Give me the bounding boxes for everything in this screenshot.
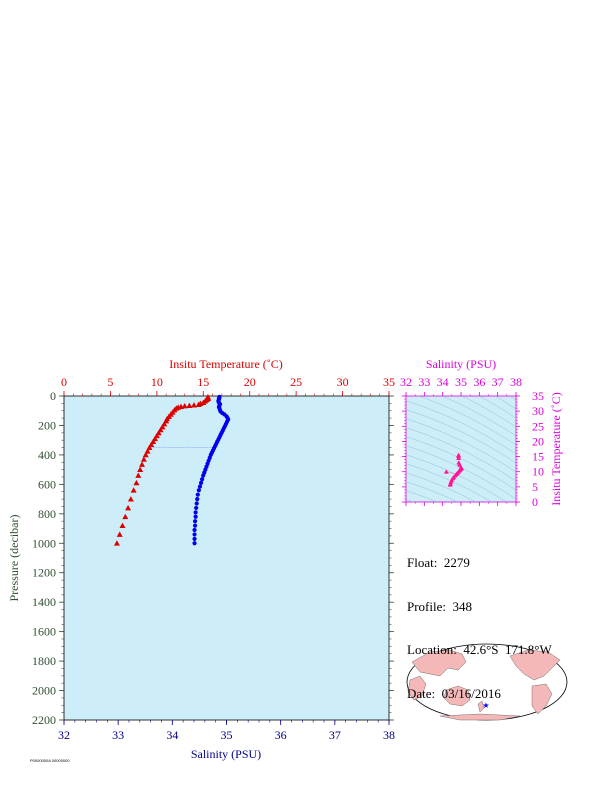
temperature-tick-label: 35 bbox=[383, 375, 395, 389]
salinity-tick-label: 36 bbox=[274, 728, 287, 742]
pressure-tick-label: 200 bbox=[38, 418, 56, 433]
salinity-tick-label: 35 bbox=[220, 728, 233, 742]
salinity-point bbox=[193, 524, 197, 528]
float-info bbox=[407, 527, 552, 716]
salinity-tick-label: 34 bbox=[166, 728, 179, 742]
pressure-tick-label: 0 bbox=[50, 389, 56, 403]
ts-salinity-tick-label: 38 bbox=[510, 375, 522, 389]
pressure-tick-label: 1400 bbox=[32, 595, 56, 610]
ts-salinity-axis-label: Salinity (PSU) bbox=[425, 357, 497, 371]
salinity-point bbox=[195, 501, 199, 505]
salinity-point bbox=[192, 528, 196, 532]
footer-tag: P0000000A 00000000 bbox=[30, 758, 70, 763]
pressure-tick-label: 1000 bbox=[32, 536, 56, 551]
salinity-point bbox=[197, 488, 201, 492]
salinity-point bbox=[196, 493, 200, 497]
salinity-point bbox=[201, 473, 205, 477]
main-plot-area bbox=[64, 396, 389, 720]
ts-salinity-tick-label: 33 bbox=[418, 375, 431, 389]
ts-temperature-tick-label: 30 bbox=[532, 404, 544, 419]
ts-salinity-tick-label: 37 bbox=[491, 375, 504, 389]
pressure-tick-label: 400 bbox=[38, 447, 56, 462]
salinity-point bbox=[199, 481, 203, 485]
profile-date: Date: 03/16/2016 bbox=[407, 685, 501, 701]
pressure-axis-label: Pressure (decibar) bbox=[7, 514, 21, 602]
temperature-tick-label: 25 bbox=[290, 375, 303, 389]
ts-plot-area bbox=[406, 396, 516, 502]
temperature-tick-label: 15 bbox=[197, 375, 210, 389]
ts-salinity-tick-label: 36 bbox=[473, 375, 486, 389]
ts-temperature-tick-label: 35 bbox=[532, 389, 544, 403]
salinity-tick-label: 33 bbox=[112, 728, 125, 742]
salinity-point bbox=[198, 484, 202, 488]
ts-salinity-tick-label: 32 bbox=[400, 375, 412, 389]
salinity-tick-label: 38 bbox=[383, 728, 395, 742]
salinity-point bbox=[193, 519, 197, 523]
ts-temperature-tick-label: 15 bbox=[532, 449, 544, 464]
pressure-tick-label: 1800 bbox=[32, 654, 56, 669]
pressure-tick-label: 600 bbox=[38, 477, 56, 492]
ts-temperature-tick-label: 25 bbox=[532, 419, 544, 434]
temperature-tick-label: 5 bbox=[107, 375, 114, 389]
ts-salinity-tick-label: 35 bbox=[455, 375, 467, 389]
ts-temperature-axis-label: Insitu Temperature (˚C) bbox=[549, 392, 563, 506]
salinity-point bbox=[194, 510, 198, 514]
salinity-point bbox=[192, 541, 196, 545]
ts-salinity-tick-label: 34 bbox=[436, 375, 449, 389]
temperature-tick-label: 0 bbox=[61, 375, 67, 389]
salinity-tick-label: 32 bbox=[58, 728, 70, 742]
salinity-point bbox=[200, 477, 204, 481]
temperature-tick-label: 20 bbox=[243, 375, 256, 389]
salinity-point bbox=[195, 497, 199, 501]
ts-temperature-tick-label: 10 bbox=[532, 464, 544, 479]
ts-temperature-tick-label: 5 bbox=[532, 479, 538, 494]
salinity-tick-label: 37 bbox=[328, 728, 341, 742]
temperature-tick-label: 30 bbox=[336, 375, 349, 389]
float-id: Float: 2279 bbox=[407, 555, 470, 570]
pressure-tick-label: 2000 bbox=[32, 683, 56, 698]
float-location-marker-icon: ★ bbox=[482, 701, 490, 710]
salinity-point bbox=[192, 537, 196, 541]
pressure-tick-label: 1600 bbox=[32, 624, 56, 639]
salinity-point bbox=[192, 532, 196, 536]
pressure-tick-label: 2200 bbox=[32, 713, 56, 727]
salinity-axis-label: Salinity (PSU) bbox=[190, 747, 262, 761]
float-location: Location: 42.6°S 171.8°W bbox=[407, 642, 552, 657]
salinity-point bbox=[194, 515, 198, 519]
salinity-point bbox=[194, 506, 198, 510]
profile-number: Profile: 348 bbox=[407, 598, 472, 614]
ts-temperature-tick-label: 20 bbox=[532, 434, 544, 449]
temperature-axis-label: Insitu Temperature (˚C) bbox=[169, 357, 283, 371]
pressure-tick-label: 1200 bbox=[32, 565, 56, 580]
pressure-tick-label: 800 bbox=[38, 506, 56, 521]
main-profile-plot bbox=[7, 357, 395, 761]
ts-temperature-tick-label: 0 bbox=[532, 495, 538, 509]
temperature-tick-label: 10 bbox=[150, 375, 163, 389]
